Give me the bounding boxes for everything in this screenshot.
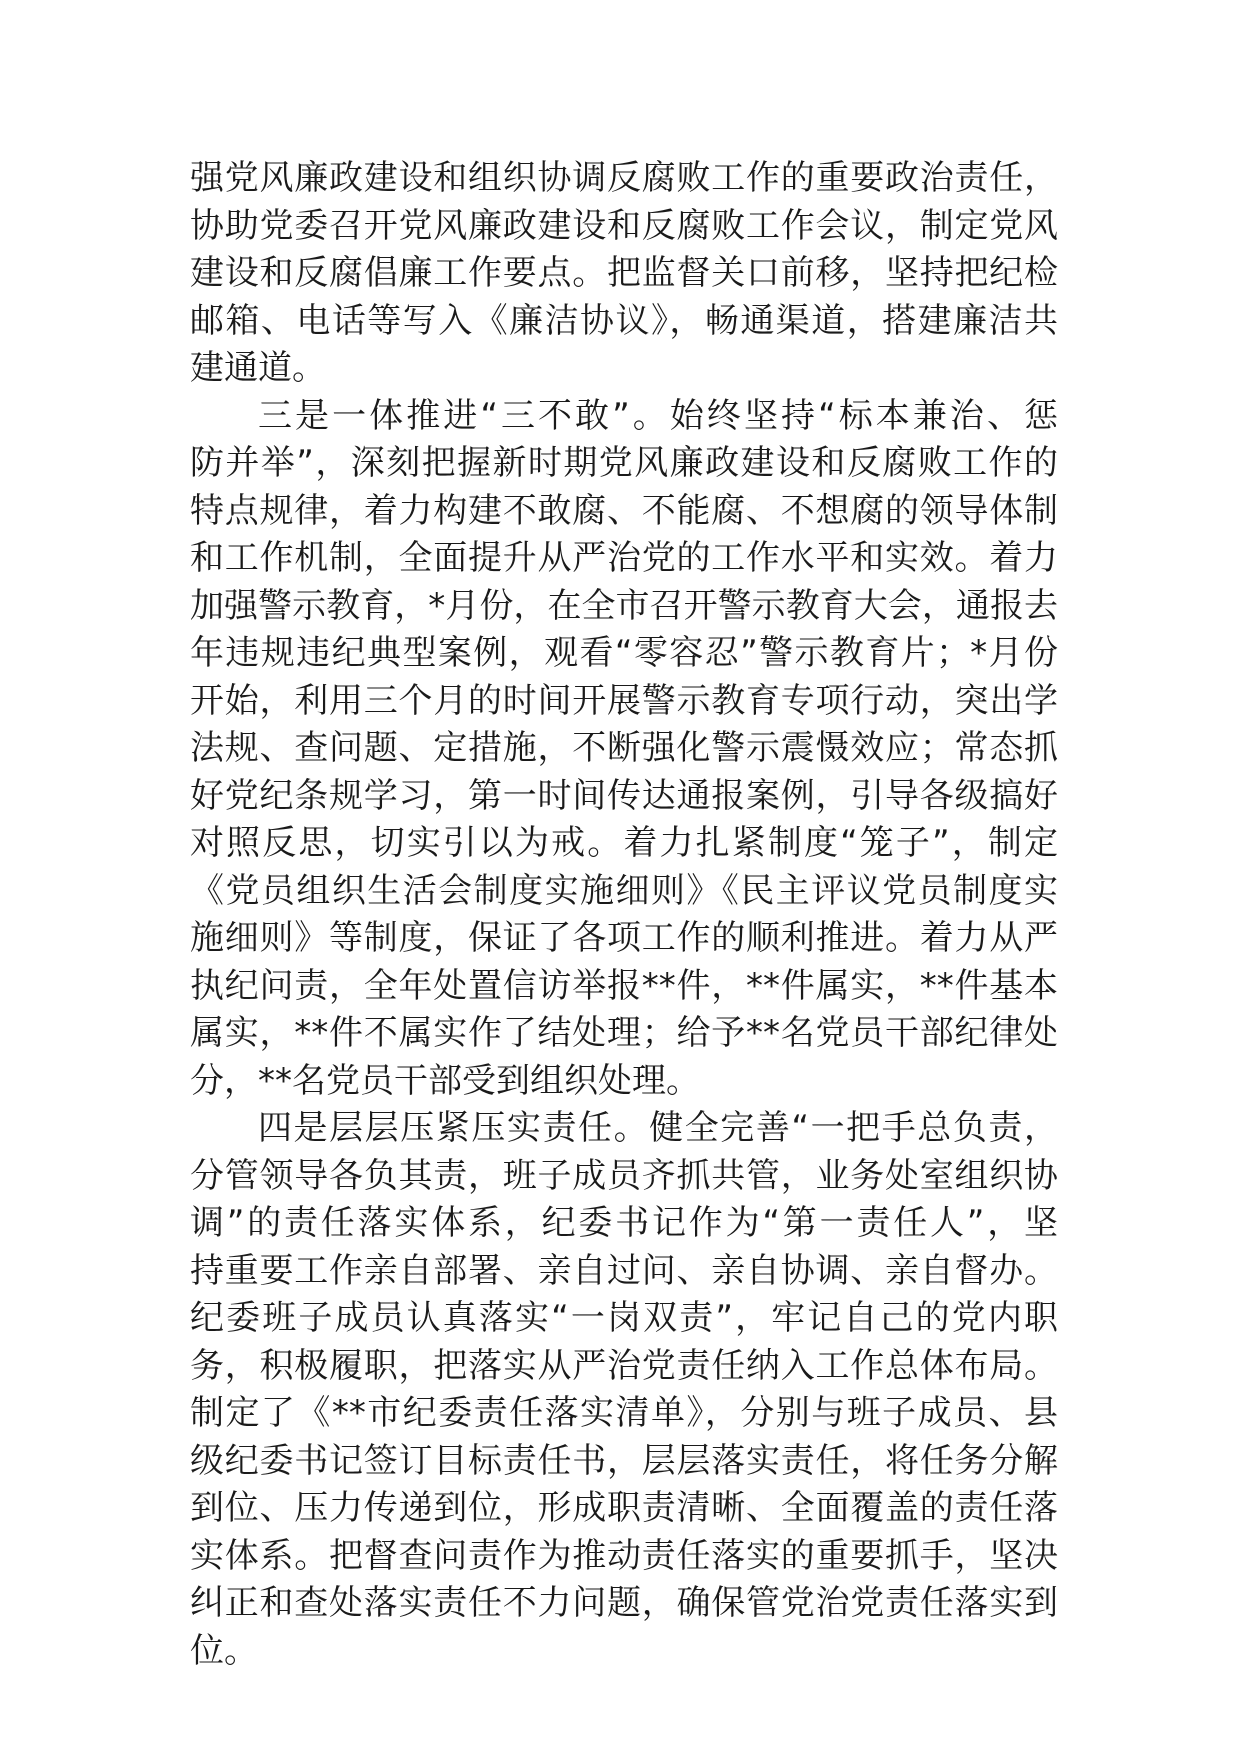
text-line: 强党风廉政建设和组织协调反腐败工作的重要政治责任， xyxy=(190,158,1058,198)
text-line: 建设和反腐倡廉工作要点。把监督关口前移，坚持把纪检 xyxy=(190,253,1058,293)
paragraph-3 xyxy=(190,1105,1058,1675)
text-line: 分，**名党员干部受到组织处理。 xyxy=(190,1060,700,1101)
text-line: 分管领导各负其责，班子成员齐抓共管，业务处室组织协 xyxy=(190,1155,1058,1196)
text-line: 到位、压力传递到位，形成职责清晰、全面覆盖的责任落 xyxy=(190,1488,1058,1528)
text-line: 级纪委书记签订目标责任书，层层落实责任，将任务分解 xyxy=(190,1440,1058,1481)
text-line: 属实，**件不属实作了结处理；给予**名党员干部纪律处 xyxy=(190,1013,1058,1053)
text-line: 邮箱、电话等写入《廉洁协议》，畅通渠道，搭建廉洁共 xyxy=(190,300,1058,341)
text-line: 和工作机制，全面提升从严治党的工作水平和实效。着力 xyxy=(190,538,1058,578)
text-line: 三是一体推进“三不敢”。始终坚持“标本兼治、惩 xyxy=(258,395,1058,436)
text-line: 建通道。 xyxy=(190,348,326,388)
text-line: 务，积极履职，把落实从严治党责任纳入工作总体布局。 xyxy=(190,1345,1058,1386)
text-line: 好党纪条规学习，第一时间传达通报案例，引导各级搞好 xyxy=(190,775,1058,816)
text-line: 加强警示教育，*月份，在全市召开警示教育大会，通报去 xyxy=(190,585,1058,626)
text-line: 位。 xyxy=(190,1630,258,1671)
document-body xyxy=(190,155,1058,1675)
text-line: 制定了《**市纪委责任落实清单》，分别与班子成员、县 xyxy=(190,1393,1058,1433)
text-line: 四是层层压紧压实责任。健全完善“一把手总负责， xyxy=(258,1108,1058,1148)
text-line: 纠正和查处落实责任不力问题，确保管党治党责任落实到 xyxy=(190,1583,1058,1623)
text-line: 实体系。把督查问责作为推动责任落实的重要抓手，坚决 xyxy=(190,1535,1058,1576)
text-line: 持重要工作亲自部署、亲自过问、亲自协调、亲自督办。 xyxy=(190,1250,1058,1291)
text-line: 协助党委召开党风廉政建设和反腐败工作会议，制定党风 xyxy=(190,205,1058,246)
text-line: 纪委班子成员认真落实“一岗双责”，牢记自己的党内职 xyxy=(190,1298,1058,1338)
text-line: 调”的责任落实体系，纪委书记作为“第一责任人”，坚 xyxy=(190,1203,1058,1243)
text-line: 对照反思，切实引以为戒。着力扎紧制度“笼子”，制定 xyxy=(190,823,1058,863)
text-line: 执纪问责，全年处置信访举报**件，**件属实，**件基本 xyxy=(190,965,1058,1006)
paragraph-1 xyxy=(190,155,1058,393)
text-line: 特点规律，着力构建不敢腐、不能腐、不想腐的领导体制 xyxy=(190,490,1058,531)
text-line: 《党员组织生活会制度实施细则》《民主评议党员制度实 xyxy=(190,870,1058,911)
text-line: 法规、查问题、定措施，不断强化警示震慑效应；常态抓 xyxy=(190,728,1058,768)
text-line: 防并举”，深刻把握新时期党风廉政建设和反腐败工作的 xyxy=(190,443,1058,483)
text-line: 开始，利用三个月的时间开展警示教育专项行动，突出学 xyxy=(190,680,1058,721)
text-line: 施细则》等制度，保证了各项工作的顺利推进。着力从严 xyxy=(190,918,1058,958)
text-line: 年违规违纪典型案例，观看“零容忍”警示教育片；*月份 xyxy=(190,633,1058,673)
paragraph-2 xyxy=(190,393,1058,1106)
